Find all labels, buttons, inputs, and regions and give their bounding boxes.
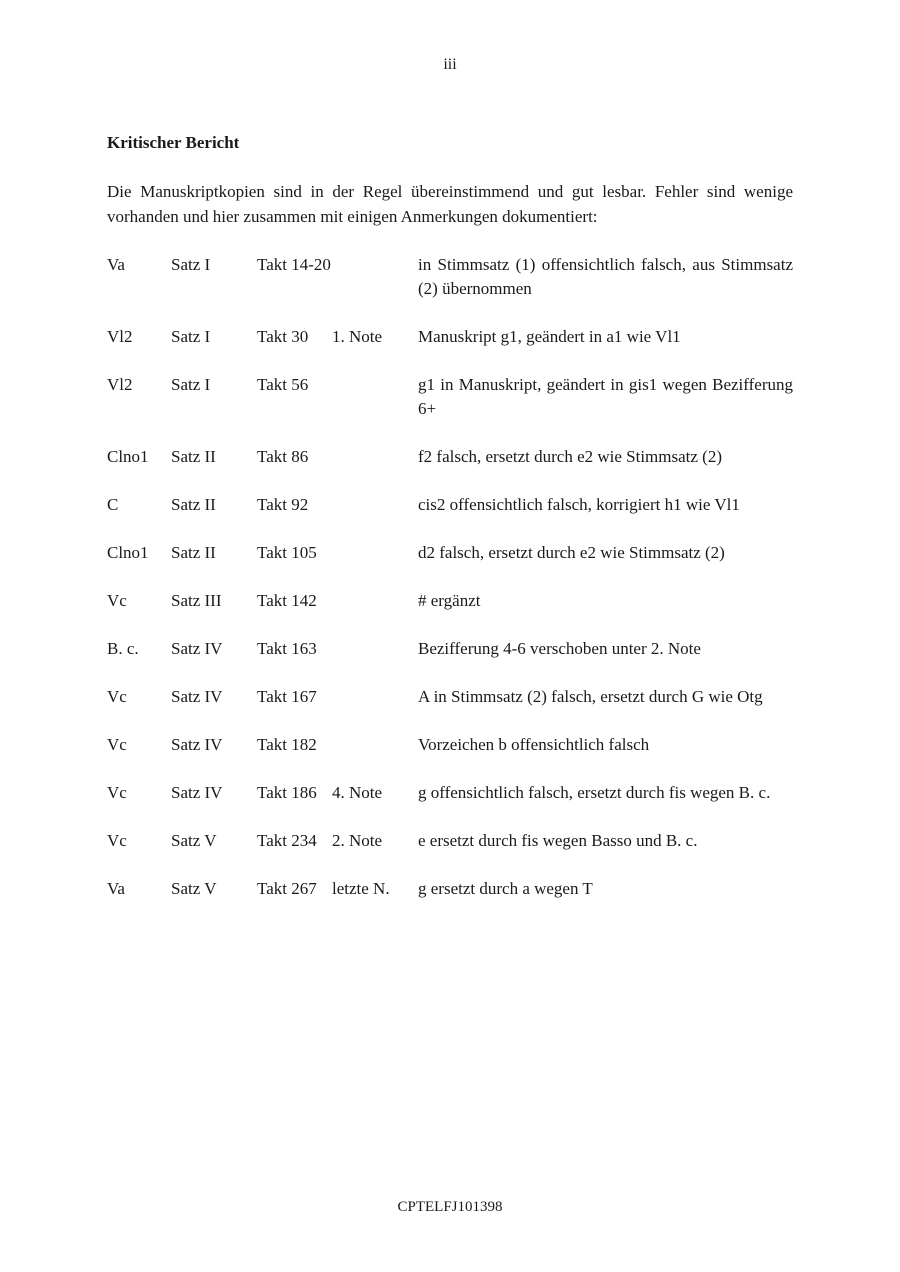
entry-bar: Takt 105: [257, 543, 317, 562]
entry-instrument: Va: [107, 879, 125, 898]
entry-description: Bezifferung 4-6 verschoben unter 2. Note: [418, 639, 701, 658]
entry-bar: Takt 186: [257, 783, 317, 802]
entry-description: cis2 offensichtlich falsch, korrigiert h1 wie Vl1: [418, 495, 740, 514]
entry-bar: Takt 92: [257, 495, 309, 514]
entry-instrument: B. c.: [107, 639, 139, 658]
entry-movement: Satz I: [171, 255, 211, 274]
report-entry: [107, 781, 793, 805]
entry-bar: Takt 167: [257, 687, 317, 706]
entry-description: f2 falsch, ersetzt durch e2 wie Stimmsatz (2): [418, 447, 723, 466]
entry-description: Manuskript g1, geändert in a1 wie Vl1: [418, 327, 681, 346]
entry-movement: Satz IV: [171, 687, 223, 706]
entry-bar: Takt 182: [257, 735, 317, 754]
entry-description: d2 falsch, ersetzt durch e2 wie Stimmsatz (2): [418, 543, 725, 562]
entry-movement: Satz V: [171, 879, 217, 898]
entry-description: A in Stimmsatz (2) falsch, ersetzt durch G wie Otg: [418, 687, 763, 706]
report-entry: [107, 685, 793, 709]
entry-bar: Takt 267: [257, 879, 317, 898]
entry-movement: Satz V: [171, 831, 217, 850]
entry-instrument: Vl2: [107, 375, 133, 394]
entry-bar: Takt 86: [257, 447, 309, 466]
entry-note: 4. Note: [332, 783, 383, 802]
entry-instrument: Vc: [107, 591, 127, 610]
entry-movement: Satz II: [171, 495, 216, 514]
entry-instrument: Vc: [107, 735, 127, 754]
entry-description: g ersetzt durch a wegen T: [418, 879, 593, 898]
report-entry: [107, 253, 793, 301]
entry-movement: Satz III: [171, 591, 222, 610]
document-code: CPTELFJ101398: [397, 1199, 503, 1215]
entry-bar: Takt 56: [257, 375, 309, 394]
entry-description: # ergänzt: [418, 591, 481, 610]
entry-bar: Takt 30: [257, 327, 309, 346]
report-entry: [107, 493, 793, 517]
entry-description: g1 in Manuskript, geändert in gis1 wegen Bezifferung 6+: [418, 375, 793, 418]
entry-instrument: Clno1: [107, 543, 149, 562]
entry-instrument: Vc: [107, 687, 127, 706]
report-entry: [107, 733, 793, 757]
report-entry: [107, 877, 793, 901]
entry-instrument: C: [107, 495, 119, 514]
entry-movement: Satz I: [171, 327, 211, 346]
entry-instrument: Vc: [107, 783, 127, 802]
entry-instrument: Va: [107, 255, 125, 274]
section-heading: Kritischer Bericht: [107, 133, 240, 152]
report-entry: [107, 325, 793, 349]
entry-note: 1. Note: [332, 327, 383, 346]
entry-bar: Takt 14-20: [257, 255, 331, 274]
entry-bar: Takt 234: [257, 831, 317, 850]
critical-report-list: [107, 253, 793, 925]
entry-description: e ersetzt durch fis wegen Basso und B. c.: [418, 831, 698, 850]
entry-instrument: Vl2: [107, 327, 133, 346]
entry-description: in Stimmsatz (1) offensichtlich falsch, aus Stimmsatz (2) übernommen: [418, 255, 793, 298]
entry-note: letzte N.: [332, 879, 390, 898]
page-number: iii: [443, 56, 457, 73]
entry-bar: Takt 142: [257, 591, 317, 610]
entry-movement: Satz II: [171, 543, 216, 562]
entry-movement: Satz I: [171, 375, 211, 394]
report-entry: [107, 637, 793, 661]
entry-description: g offensichtlich falsch, ersetzt durch fis wegen B. c.: [418, 783, 771, 802]
report-entry: [107, 829, 793, 853]
entry-movement: Satz IV: [171, 639, 223, 658]
entry-description: Vorzeichen b offensichtlich falsch: [418, 735, 650, 754]
report-entry: [107, 445, 793, 469]
entry-instrument: Clno1: [107, 447, 149, 466]
entry-instrument: Vc: [107, 831, 127, 850]
entry-movement: Satz IV: [171, 783, 223, 802]
entry-note: 2. Note: [332, 831, 383, 850]
intro-paragraph: Die Manuskriptkopien sind in der Regel übereinstimmend und gut lesbar. Fehler sind wenige vorhanden und hier zusammen mit einigen Anmerkungen dokumentiert:: [107, 182, 793, 226]
report-entry: [107, 373, 793, 421]
entry-movement: Satz II: [171, 447, 216, 466]
entry-movement: Satz IV: [171, 735, 223, 754]
entry-bar: Takt 163: [257, 639, 317, 658]
report-entry: [107, 589, 793, 613]
report-entry: [107, 541, 793, 565]
